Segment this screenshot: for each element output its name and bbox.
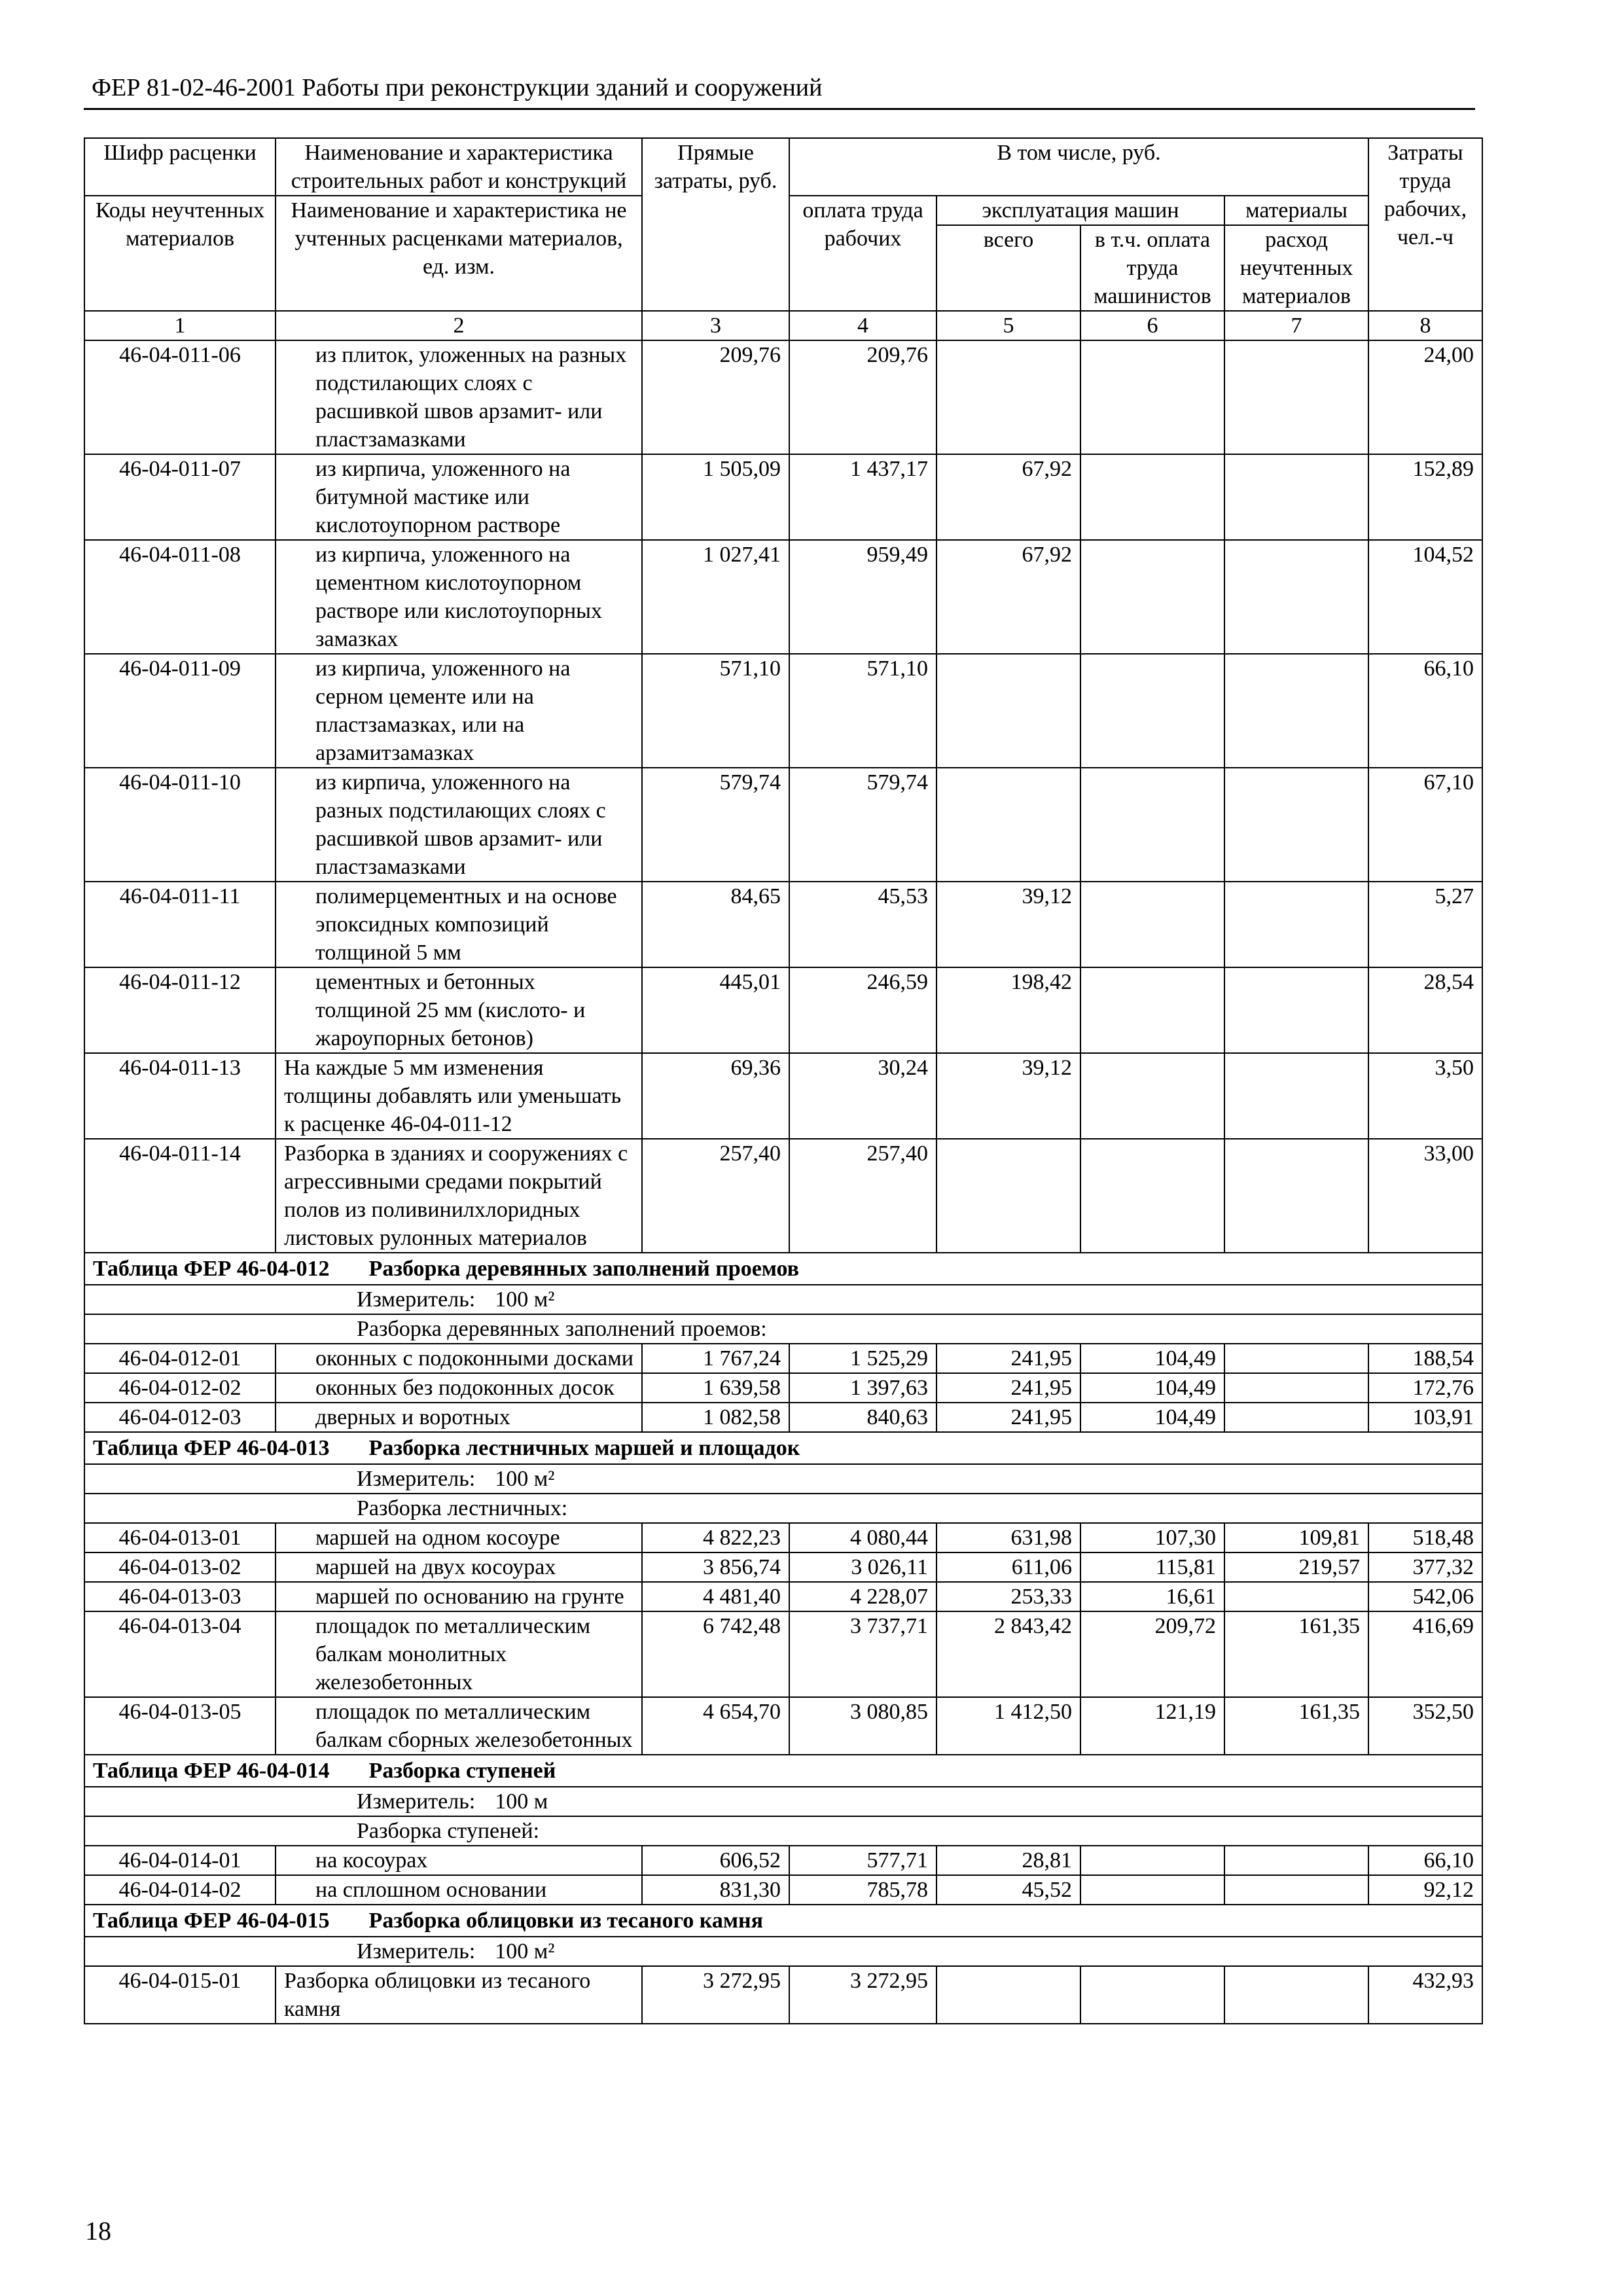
machines-driver-pay [1080, 540, 1224, 654]
rates-table [84, 137, 1483, 2024]
materials-cost [1224, 967, 1368, 1053]
machines-driver-pay [1080, 654, 1224, 768]
labor-hours: 172,76 [1368, 1373, 1482, 1403]
machines-driver-pay: 104,49 [1080, 1403, 1224, 1432]
labor-pay: 3 737,71 [789, 1611, 936, 1697]
labor-pay: 785,78 [789, 1875, 936, 1905]
labor-pay: 257,40 [789, 1139, 936, 1253]
machines-total: 198,42 [936, 967, 1080, 1053]
labor-pay: 3 080,85 [789, 1697, 936, 1755]
rate-name: маршей по основанию на грунте [276, 1582, 642, 1611]
measure-row [84, 1464, 1482, 1494]
head-machines: эксплуатация машин [936, 196, 1224, 225]
rate-name: маршей на двух косоурах [276, 1552, 642, 1582]
table-name: Разборка деревянных заполнений проемов [368, 1257, 800, 1281]
rate-code: 46-04-012-03 [84, 1403, 276, 1432]
materials-cost: 161,35 [1224, 1611, 1368, 1697]
direct-cost: 1 767,24 [642, 1344, 789, 1373]
machines-total: 2 843,42 [936, 1611, 1080, 1697]
table-row [84, 1846, 1482, 1875]
head-incl: В том числе, руб. [789, 138, 1368, 196]
direct-cost: 1 639,58 [642, 1373, 789, 1403]
rate-code: 46-04-011-06 [84, 340, 276, 454]
labor-hours: 24,00 [1368, 340, 1482, 454]
labor-hours: 416,69 [1368, 1611, 1482, 1697]
measure-row [84, 1937, 1482, 1966]
group-row [84, 1494, 1482, 1523]
rate-name: Разборка облицовки из тесаного камня [276, 1966, 642, 2024]
direct-cost: 3 272,95 [642, 1966, 789, 2024]
table-row [84, 1875, 1482, 1905]
direct-cost: 1 082,58 [642, 1403, 789, 1432]
table-number: Таблица ФЕР 46-04-013 [93, 1436, 330, 1460]
measure-value: 100 м² [495, 1939, 555, 1964]
rate-code: 46-04-011-11 [84, 882, 276, 967]
table-row [84, 882, 1482, 967]
table-title-row [84, 1755, 1482, 1787]
machines-driver-pay [1080, 1875, 1224, 1905]
machines-total: 611,06 [936, 1552, 1080, 1582]
head-incl-drivers: в т.ч. оплата труда машинистов [1080, 225, 1224, 311]
table-row [84, 1611, 1482, 1697]
rate-name: оконных без подоконных досок [276, 1373, 642, 1403]
machines-total: 1 412,50 [936, 1697, 1080, 1755]
rate-name: на косоурах [276, 1846, 642, 1875]
measure-label: Измеритель: [357, 1939, 476, 1964]
table-row [84, 654, 1482, 768]
head-labor-pay: оплата труда рабочих [789, 196, 936, 311]
materials-cost [1224, 1373, 1368, 1403]
direct-cost: 4 654,70 [642, 1697, 789, 1755]
table-title [84, 1755, 1482, 1787]
machines-total [936, 654, 1080, 768]
table-row [84, 340, 1482, 454]
labor-pay: 1 437,17 [789, 454, 936, 540]
labor-pay: 4 228,07 [789, 1582, 936, 1611]
table-row [84, 1523, 1482, 1552]
table-title-row [84, 1905, 1482, 1937]
rate-name: Разборка в зданиях и сооружениях с агрессивными средами покрытий полов из поливинилхлоридных листовых рулонных материалов [276, 1139, 642, 1253]
measure-row [84, 1285, 1482, 1314]
machines-driver-pay: 121,19 [1080, 1697, 1224, 1755]
header-rule [84, 108, 1475, 110]
table-row [84, 1552, 1482, 1582]
labor-pay: 840,63 [789, 1403, 936, 1432]
machines-total: 28,81 [936, 1846, 1080, 1875]
materials-cost: 219,57 [1224, 1552, 1368, 1582]
labor-pay: 246,59 [789, 967, 936, 1053]
labor-pay: 4 080,44 [789, 1523, 936, 1552]
table-name: Разборка лестничных маршей и площадок [368, 1436, 800, 1460]
table-row [84, 1344, 1482, 1373]
machines-total: 67,92 [936, 540, 1080, 654]
rate-name: из плиток, уложенных на разных подстилающих слоях с расшивкой швов арзамит- или пластзамазками [276, 340, 642, 454]
direct-cost: 4 481,40 [642, 1582, 789, 1611]
labor-hours: 152,89 [1368, 454, 1482, 540]
rate-name: из кирпича, уложенного на битумной мастике или кислотоупорном растворе [276, 454, 642, 540]
materials-cost [1224, 768, 1368, 882]
materials-cost [1224, 654, 1368, 768]
rate-code: 46-04-011-10 [84, 768, 276, 882]
rate-name: полимерцементных и на основе эпоксидных композиций толщиной 5 мм [276, 882, 642, 967]
group-label: Разборка деревянных заполнений проемов: [84, 1314, 1482, 1344]
head-code: Шифр расценки [84, 138, 276, 196]
rate-code: 46-04-011-07 [84, 454, 276, 540]
table-title [84, 1905, 1482, 1937]
direct-cost: 579,74 [642, 768, 789, 882]
page-number: 18 [85, 2216, 111, 2246]
materials-cost: 109,81 [1224, 1523, 1368, 1552]
materials-cost [1224, 882, 1368, 967]
direct-cost: 1 027,41 [642, 540, 789, 654]
rate-code: 46-04-011-08 [84, 540, 276, 654]
measure [84, 1787, 1482, 1816]
rate-code: 46-04-013-05 [84, 1697, 276, 1755]
machines-driver-pay [1080, 340, 1224, 454]
table-row [84, 1139, 1482, 1253]
machines-driver-pay [1080, 454, 1224, 540]
direct-cost: 1 505,09 [642, 454, 789, 540]
labor-hours: 377,32 [1368, 1552, 1482, 1582]
labor-hours: 92,12 [1368, 1875, 1482, 1905]
rate-name: цементных и бетонных толщиной 25 мм (кислото- и жароупорных бетонов) [276, 967, 642, 1053]
direct-cost: 6 742,48 [642, 1611, 789, 1697]
table-row [84, 1373, 1482, 1403]
rate-code: 46-04-013-03 [84, 1582, 276, 1611]
head-total: всего [936, 225, 1080, 311]
labor-hours: 352,50 [1368, 1697, 1482, 1755]
machines-driver-pay [1080, 1846, 1224, 1875]
measure-label: Измеритель: [357, 1789, 476, 1814]
rate-name: на сплошном основании [276, 1875, 642, 1905]
col-num: 1 [84, 311, 276, 340]
materials-cost [1224, 540, 1368, 654]
machines-driver-pay [1080, 1139, 1224, 1253]
measure-value: 100 м² [495, 1467, 555, 1491]
rate-name: из кирпича, уложенного на серном цементе или на пластзамазках, или на арзамитзамазках [276, 654, 642, 768]
table-row [84, 1966, 1482, 2024]
materials-cost [1224, 340, 1368, 454]
measure-value: 100 м [495, 1789, 548, 1814]
materials-cost [1224, 454, 1368, 540]
rate-name: из кирпича, уложенного на цементном кислотоупорном растворе или кислотоупорных замазках [276, 540, 642, 654]
machines-total [936, 1966, 1080, 2024]
labor-hours: 518,48 [1368, 1523, 1482, 1552]
col-num: 7 [1224, 311, 1368, 340]
materials-cost [1224, 1139, 1368, 1253]
col-num: 5 [936, 311, 1080, 340]
rate-code: 46-04-011-13 [84, 1053, 276, 1139]
col-num: 6 [1080, 311, 1224, 340]
rate-code: 46-04-011-09 [84, 654, 276, 768]
direct-cost: 84,65 [642, 882, 789, 967]
rate-name: из кирпича, уложенного на разных подстилающих слоях с расшивкой швов арзамит- или пластзамазками [276, 768, 642, 882]
machines-total [936, 768, 1080, 882]
machines-total: 67,92 [936, 454, 1080, 540]
head-materials: материалы [1224, 196, 1368, 225]
measure [84, 1464, 1482, 1494]
direct-cost: 445,01 [642, 967, 789, 1053]
labor-pay: 3 272,95 [789, 1966, 936, 2024]
labor-hours: 28,54 [1368, 967, 1482, 1053]
col-num: 2 [276, 311, 642, 340]
head-name-mat: Наименование и характеристика не учтенных расценками материалов, ед. изм. [276, 196, 642, 311]
labor-pay: 30,24 [789, 1053, 936, 1139]
labor-pay: 579,74 [789, 768, 936, 882]
machines-driver-pay [1080, 967, 1224, 1053]
machines-driver-pay: 104,49 [1080, 1344, 1224, 1373]
head-codes-mat: Коды неучтенных материалов [84, 196, 276, 311]
labor-pay: 45,53 [789, 882, 936, 967]
col-num: 8 [1368, 311, 1482, 340]
rate-code: 46-04-011-12 [84, 967, 276, 1053]
measure [84, 1937, 1482, 1966]
rate-name: дверных и воротных [276, 1403, 642, 1432]
direct-cost: 4 822,23 [642, 1523, 789, 1552]
table-number: Таблица ФЕР 46-04-012 [93, 1257, 330, 1281]
direct-cost: 571,10 [642, 654, 789, 768]
rate-code: 46-04-012-01 [84, 1344, 276, 1373]
group-row [84, 1314, 1482, 1344]
labor-hours: 3,50 [1368, 1053, 1482, 1139]
rate-code: 46-04-013-04 [84, 1611, 276, 1697]
rate-code: 46-04-014-01 [84, 1846, 276, 1875]
rate-code: 46-04-014-02 [84, 1875, 276, 1905]
rate-name: площадок по металлическим балкам монолитных железобетонных [276, 1611, 642, 1697]
table-row [84, 1403, 1482, 1432]
labor-hours: 432,93 [1368, 1966, 1482, 2024]
machines-total [936, 1139, 1080, 1253]
materials-cost [1224, 1582, 1368, 1611]
materials-cost: 161,35 [1224, 1697, 1368, 1755]
machines-total: 253,33 [936, 1582, 1080, 1611]
measure-row [84, 1787, 1482, 1816]
rate-code: 46-04-012-02 [84, 1373, 276, 1403]
head-name: Наименование и характеристика строительных работ и конструкций [276, 138, 642, 196]
machines-driver-pay: 16,61 [1080, 1582, 1224, 1611]
machines-total: 241,95 [936, 1403, 1080, 1432]
rate-code: 46-04-011-14 [84, 1139, 276, 1253]
col-num: 3 [642, 311, 789, 340]
machines-driver-pay: 107,30 [1080, 1523, 1224, 1552]
machines-driver-pay: 104,49 [1080, 1373, 1224, 1403]
materials-cost [1224, 1846, 1368, 1875]
machines-driver-pay [1080, 882, 1224, 967]
materials-cost [1224, 1053, 1368, 1139]
table-title-row [84, 1253, 1482, 1285]
head-direct: Прямые затраты, руб. [642, 138, 789, 311]
table-row [84, 1053, 1482, 1139]
table-number: Таблица ФЕР 46-04-015 [93, 1909, 330, 1933]
labor-hours: 103,91 [1368, 1403, 1482, 1432]
direct-cost: 3 856,74 [642, 1552, 789, 1582]
materials-cost [1224, 1966, 1368, 2024]
labor-hours: 542,06 [1368, 1582, 1482, 1611]
table-name: Разборка облицовки из тесаного камня [368, 1909, 763, 1933]
table-title-row [84, 1432, 1482, 1464]
labor-hours: 188,54 [1368, 1344, 1482, 1373]
machines-total: 241,95 [936, 1373, 1080, 1403]
head-labor: Затраты труда рабочих, чел.-ч [1368, 138, 1482, 311]
labor-pay: 1 397,63 [789, 1373, 936, 1403]
group-row [84, 1816, 1482, 1846]
machines-driver-pay [1080, 1053, 1224, 1139]
measure-label: Измеритель: [357, 1467, 476, 1491]
machines-driver-pay: 209,72 [1080, 1611, 1224, 1697]
materials-cost [1224, 1403, 1368, 1432]
rate-code: 46-04-013-02 [84, 1552, 276, 1582]
labor-pay: 1 525,29 [789, 1344, 936, 1373]
table-row [84, 1697, 1482, 1755]
head-mat-usage: расход неучтенных материалов [1224, 225, 1368, 311]
labor-pay: 571,10 [789, 654, 936, 768]
machines-total: 45,52 [936, 1875, 1080, 1905]
materials-cost [1224, 1344, 1368, 1373]
table-row [84, 967, 1482, 1053]
table-title [84, 1253, 1482, 1285]
machines-total: 39,12 [936, 1053, 1080, 1139]
direct-cost: 606,52 [642, 1846, 789, 1875]
table-row [84, 768, 1482, 882]
group-label: Разборка ступеней: [84, 1816, 1482, 1846]
labor-hours: 33,00 [1368, 1139, 1482, 1253]
table-row [84, 540, 1482, 654]
table-row [84, 1582, 1482, 1611]
machines-total: 241,95 [936, 1344, 1080, 1373]
labor-hours: 67,10 [1368, 768, 1482, 882]
labor-hours: 5,27 [1368, 882, 1482, 967]
group-label: Разборка лестничных: [84, 1494, 1482, 1523]
rate-code: 46-04-015-01 [84, 1966, 276, 2024]
machines-total [936, 340, 1080, 454]
table-row [84, 454, 1482, 540]
measure [84, 1285, 1482, 1314]
labor-pay: 209,76 [789, 340, 936, 454]
direct-cost: 209,76 [642, 340, 789, 454]
rate-name: маршей на одном косоуре [276, 1523, 642, 1552]
table-number: Таблица ФЕР 46-04-014 [93, 1759, 330, 1783]
machines-driver-pay [1080, 768, 1224, 882]
machines-driver-pay: 115,81 [1080, 1552, 1224, 1582]
direct-cost: 257,40 [642, 1139, 789, 1253]
machines-total: 39,12 [936, 882, 1080, 967]
materials-cost [1224, 1875, 1368, 1905]
labor-hours: 104,52 [1368, 540, 1482, 654]
page-header-title: ФЕР 81-02-46-2001 Работы при реконструкции зданий и сооружений [92, 74, 823, 101]
labor-pay: 577,71 [789, 1846, 936, 1875]
labor-pay: 3 026,11 [789, 1552, 936, 1582]
labor-hours: 66,10 [1368, 1846, 1482, 1875]
col-num: 4 [789, 311, 936, 340]
machines-total: 631,98 [936, 1523, 1080, 1552]
labor-pay: 959,49 [789, 540, 936, 654]
rate-name: оконных с подоконными досками [276, 1344, 642, 1373]
measure-label: Измеритель: [357, 1287, 476, 1312]
direct-cost: 831,30 [642, 1875, 789, 1905]
rate-code: 46-04-013-01 [84, 1523, 276, 1552]
table-name: Разборка ступеней [368, 1759, 556, 1783]
direct-cost: 69,36 [642, 1053, 789, 1139]
labor-hours: 66,10 [1368, 654, 1482, 768]
machines-driver-pay [1080, 1966, 1224, 2024]
rate-name: площадок по металлическим балкам сборных железобетонных [276, 1697, 642, 1755]
rate-name: На каждые 5 мм изменения толщины добавлять или уменьшать к расценке 46-04-011-12 [276, 1053, 642, 1139]
table-title [84, 1432, 1482, 1464]
measure-value: 100 м² [495, 1287, 555, 1312]
